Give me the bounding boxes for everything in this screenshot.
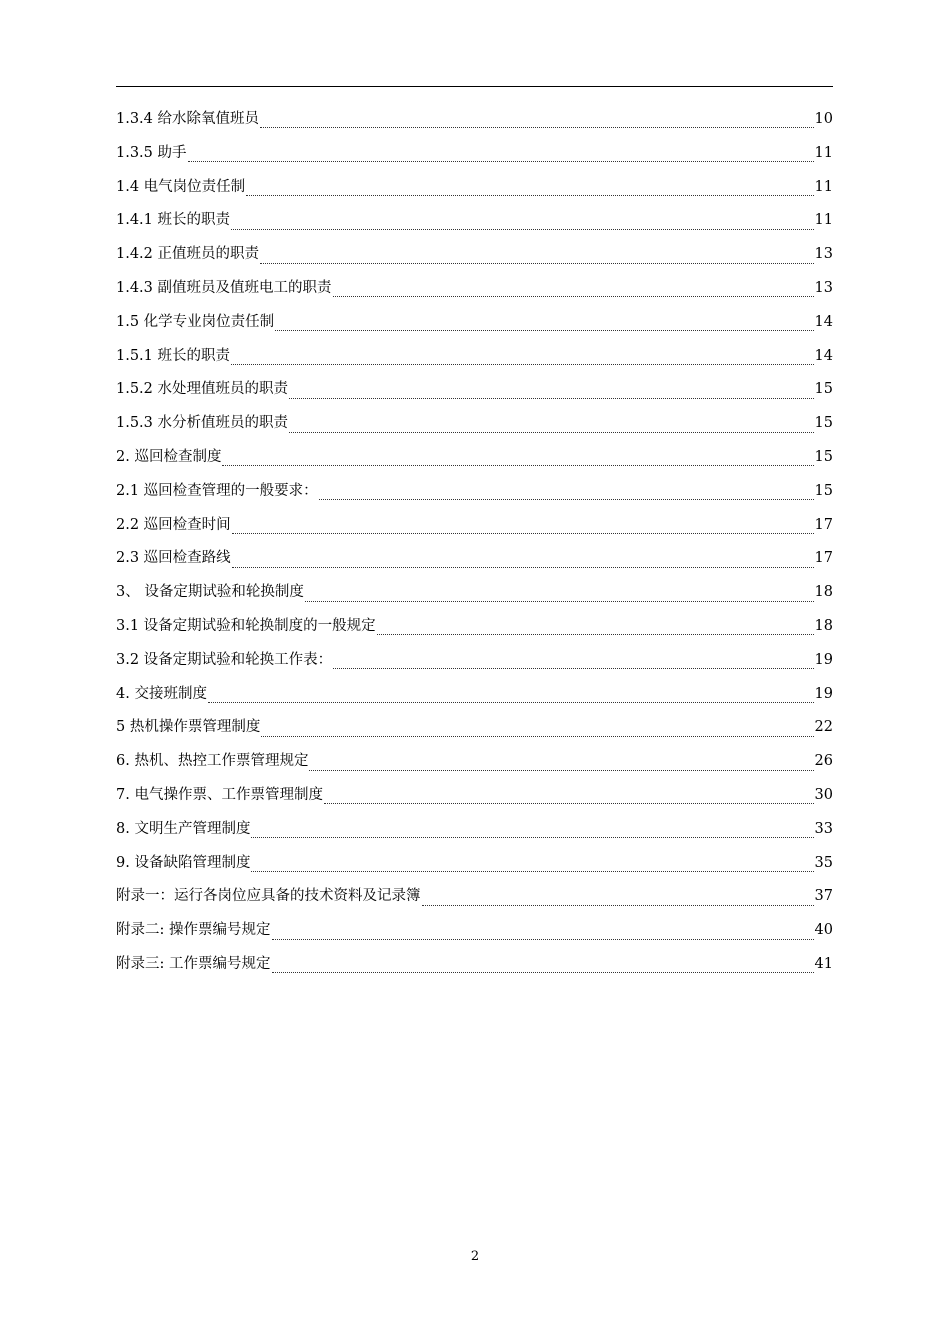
toc-entry-page-number: 17 <box>814 550 833 567</box>
toc-entry[interactable] <box>116 345 833 379</box>
toc-entry-page-number: 13 <box>814 279 833 296</box>
toc-entry[interactable] <box>116 649 833 683</box>
toc-entry[interactable] <box>116 885 833 919</box>
toc-entry-title: 2.3 巡回检查路线 <box>116 550 231 567</box>
toc-dot-leader <box>333 296 814 297</box>
toc-entry-title: 1.3.5 助手 <box>116 144 187 161</box>
toc-dot-leader <box>333 668 813 669</box>
toc-entry-title: 9. 设备缺陷管理制度 <box>116 854 251 871</box>
toc-entry-title: 1.4 电气岗位责任制 <box>116 178 246 195</box>
toc-entry[interactable] <box>116 209 833 243</box>
toc-dot-leader <box>251 837 813 838</box>
toc-entry-title: 附录三: 工作票编号规定 <box>116 955 271 972</box>
toc-entry[interactable] <box>116 378 833 412</box>
toc-entry[interactable] <box>116 784 833 818</box>
toc-dot-leader <box>309 770 813 771</box>
toc-entry-page-number: 41 <box>814 955 833 972</box>
toc-entry-title: 5 热机操作票管理制度 <box>116 719 261 736</box>
toc-entry-title: 7. 电气操作票、工作票管理制度 <box>116 786 323 803</box>
toc-entry-title: 3、 设备定期试验和轮换制度 <box>116 584 304 601</box>
toc-dot-leader <box>222 465 813 466</box>
toc-entry[interactable] <box>116 547 833 581</box>
toc-entry-page-number: 30 <box>814 786 833 803</box>
toc-entry-page-number: 26 <box>814 753 833 770</box>
toc-dot-leader <box>422 905 814 906</box>
toc-entry-title: 1.5 化学专业岗位责任制 <box>116 313 275 330</box>
toc-entry-page-number: 14 <box>814 313 833 330</box>
toc-dot-leader <box>208 702 814 703</box>
toc-entry-page-number: 11 <box>814 178 833 195</box>
toc-dot-leader <box>272 972 814 973</box>
toc-dot-leader <box>232 533 814 534</box>
toc-entry-title: 8. 文明生产管理制度 <box>116 820 251 837</box>
toc-entry-title: 1.5.3 水分析值班员的职责 <box>116 415 289 432</box>
toc-entry-page-number: 14 <box>814 347 833 364</box>
toc-entry[interactable] <box>116 176 833 210</box>
toc-entry[interactable] <box>116 514 833 548</box>
toc-dot-leader <box>231 229 814 230</box>
toc-entry-page-number: 40 <box>814 922 833 939</box>
toc-entry[interactable] <box>116 446 833 480</box>
toc-entry-title: 2.1 巡回检查管理的一般要求： <box>116 482 318 499</box>
page-number: 2 <box>470 1249 480 1264</box>
toc-entry-page-number: 18 <box>814 584 833 601</box>
toc-entry[interactable] <box>116 818 833 852</box>
toc-entry[interactable] <box>116 311 833 345</box>
toc-dot-leader <box>246 195 813 196</box>
toc-dot-leader <box>289 398 814 399</box>
toc-entry[interactable] <box>116 142 833 176</box>
toc-entry-title: 附录二: 操作票编号规定 <box>116 922 271 939</box>
toc-dot-leader <box>319 499 814 500</box>
toc-entry-title: 1.4.3 副值班员及值班电工的职责 <box>116 279 332 296</box>
toc-dot-leader <box>231 364 814 365</box>
toc-entry-title: 1.4.2 正值班员的职责 <box>116 246 260 263</box>
toc-dot-leader <box>305 601 814 602</box>
toc-entry-title: 附录一：运行各岗位应具备的技术资料及记录簿 <box>116 888 421 905</box>
toc-entry-page-number: 10 <box>814 111 833 127</box>
header-rule <box>116 86 833 87</box>
toc-entry[interactable] <box>116 852 833 886</box>
toc-entry-title: 1.5.1 班长的职责 <box>116 347 231 364</box>
toc-entry-page-number: 35 <box>814 854 833 871</box>
toc-entry-page-number: 22 <box>814 719 833 736</box>
toc-entry-page-number: 15 <box>814 415 833 432</box>
toc-entry-title: 6. 热机、热控工作票管理规定 <box>116 753 309 770</box>
toc-entry-page-number: 15 <box>814 482 833 499</box>
toc-entry-title: 3.1 设备定期试验和轮换制度的一般规定 <box>116 617 376 634</box>
toc-dot-leader <box>289 432 814 433</box>
toc-entry-title: 1.4.1 班长的职责 <box>116 212 231 229</box>
toc-entry[interactable] <box>116 953 833 987</box>
toc-entry-page-number: 19 <box>814 651 833 668</box>
toc-entry-page-number: 15 <box>814 381 833 398</box>
toc-entry-page-number: 11 <box>814 212 833 229</box>
toc-dot-leader <box>260 127 814 128</box>
toc-entry-page-number: 11 <box>814 144 833 161</box>
toc-entry-title: 1.3.4 给水除氧值班员 <box>116 111 260 127</box>
table-of-contents <box>116 108 833 987</box>
toc-dot-leader <box>275 330 813 331</box>
toc-entry-page-number: 37 <box>814 888 833 905</box>
toc-dot-leader <box>188 161 814 162</box>
toc-entry[interactable] <box>116 683 833 717</box>
toc-entry-page-number: 33 <box>814 820 833 837</box>
toc-entry-page-number: 13 <box>814 246 833 263</box>
toc-entry[interactable] <box>116 412 833 446</box>
toc-entry-title: 2.2 巡回检查时间 <box>116 516 231 533</box>
toc-entry-page-number: 17 <box>814 516 833 533</box>
toc-entry[interactable] <box>116 480 833 514</box>
toc-entry-page-number: 19 <box>814 685 833 702</box>
toc-dot-leader <box>251 871 813 872</box>
toc-dot-leader <box>261 736 813 737</box>
toc-entry[interactable] <box>116 716 833 750</box>
toc-entry-page-number: 15 <box>814 448 833 465</box>
toc-entry[interactable] <box>116 615 833 649</box>
toc-entry-title: 3.2 设备定期试验和轮换工作表： <box>116 651 333 668</box>
toc-dot-leader <box>272 939 814 940</box>
toc-entry[interactable] <box>116 581 833 615</box>
toc-dot-leader <box>260 263 814 264</box>
toc-entry-page-number: 18 <box>814 617 833 634</box>
toc-entry[interactable] <box>116 243 833 277</box>
toc-entry[interactable] <box>116 277 833 311</box>
toc-entry[interactable] <box>116 919 833 953</box>
toc-dot-leader <box>232 567 814 568</box>
toc-entry[interactable] <box>116 750 833 784</box>
toc-entry-title: 1.5.2 水处理值班员的职责 <box>116 381 289 398</box>
toc-entry-title: 2. 巡回检查制度 <box>116 448 222 465</box>
toc-entry[interactable] <box>116 108 833 142</box>
toc-entry-title: 4. 交接班制度 <box>116 685 207 702</box>
toc-dot-leader <box>324 803 814 804</box>
toc-dot-leader <box>377 634 814 635</box>
